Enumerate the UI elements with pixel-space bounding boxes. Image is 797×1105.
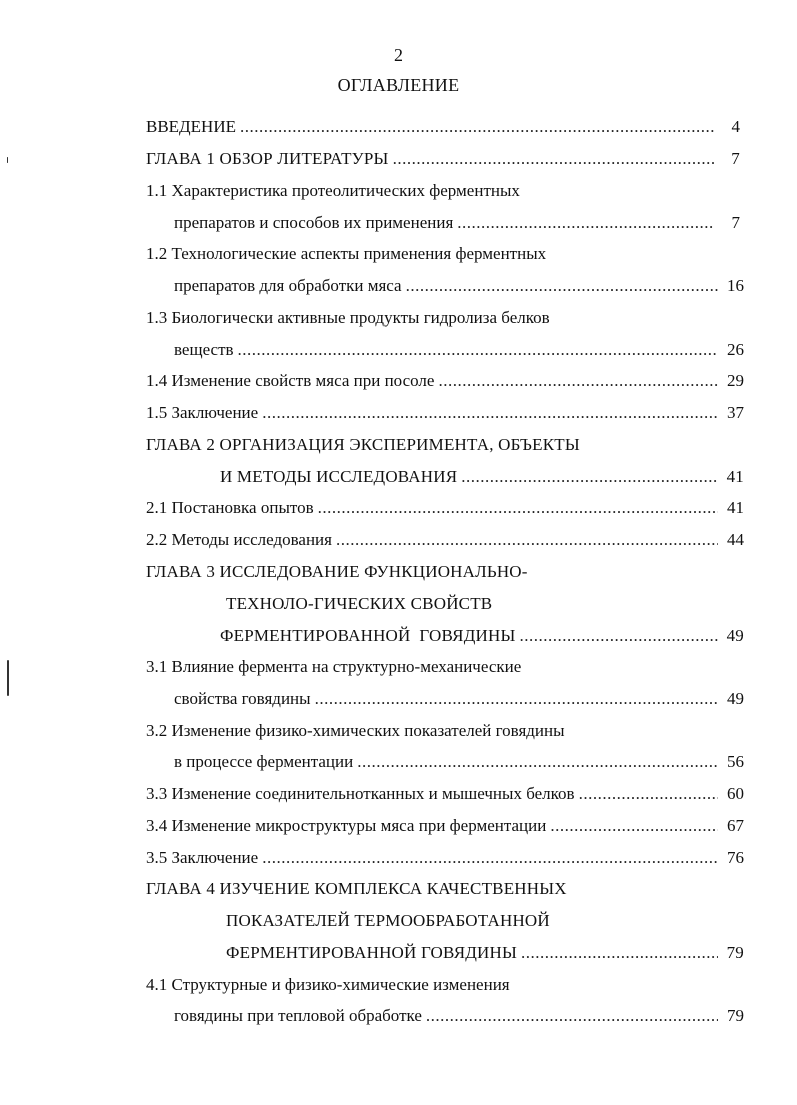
dot-leader (438, 370, 718, 392)
toc-entry-text: препаратов для обработки мяса (174, 276, 402, 295)
dot-leader (336, 529, 718, 551)
toc-entry-3-1-line1: 3.1 Влияние фермента на структурно-механические (146, 657, 522, 676)
toc-entry-3-2-line1: 3.2 Изменение физико-химических показателей говядины (146, 721, 565, 740)
toc-page-number: 4 (731, 117, 740, 136)
dot-leader (550, 815, 718, 837)
toc-page-number: 44 (727, 530, 744, 549)
toc-page-number: 49 (726, 626, 744, 645)
page-number: 2 (394, 45, 403, 65)
toc-entry-3-1[interactable] (174, 688, 744, 710)
toc-entry-chapter-3[interactable] (220, 625, 744, 647)
dot-leader (520, 625, 719, 647)
toc-entry-1-2-line1: 1.2 Технологические аспекты применения ферментных (146, 244, 547, 263)
toc-entry-chapter-4-line2: ПОКАЗАТЕЛЕЙ ТЕРМООБРАБОТАННОЙ (226, 911, 550, 930)
dot-leader (262, 847, 718, 869)
toc-page-number: 76 (727, 848, 744, 867)
toc-page-number: 7 (731, 213, 740, 232)
toc-entry-text: свойства говядины (174, 689, 311, 708)
toc-entry-text: ГЛАВА 1 ОБЗОР ЛИТЕРАТУРЫ (146, 149, 389, 168)
toc-entry-text: 1.4 Изменение свойств мяса при посоле (146, 371, 435, 390)
scan-mark (7, 157, 8, 163)
toc-entry-chapter-2[interactable] (220, 466, 744, 488)
toc-entry-intro[interactable] (146, 116, 740, 138)
toc-page-number: 79 (726, 943, 744, 962)
toc-entry-text: 3.5 Заключение (146, 848, 259, 867)
toc-entry-chapter-4[interactable] (226, 942, 744, 964)
dot-leader (238, 339, 718, 361)
toc-page-number: 49 (727, 689, 744, 708)
scan-mark (7, 660, 9, 696)
toc-entry-chapter-3-line1: ГЛАВА 3 ИССЛЕДОВАНИЕ ФУНКЦИОНАЛЬНО- (146, 562, 528, 581)
dot-leader (406, 275, 718, 297)
toc-entry-text: в процессе ферментации (174, 752, 354, 771)
toc-entry-2-1[interactable] (146, 497, 744, 519)
dot-leader (318, 497, 718, 519)
toc-entry-text: 2.2 Методы исследования (146, 530, 332, 549)
toc-page-number: 60 (727, 784, 744, 803)
toc-entry-3-5[interactable] (146, 847, 744, 869)
toc-entry-4-1[interactable] (174, 1005, 744, 1027)
toc-entry-3-3[interactable] (146, 783, 744, 805)
toc-page-number: 41 (727, 498, 744, 517)
toc-entry-text: препаратов и способов их применения (174, 213, 454, 232)
toc-page-number: 67 (727, 816, 744, 835)
toc-page-number: 7 (731, 149, 740, 168)
toc-entry-1-3[interactable] (174, 339, 744, 361)
toc-entry-chapter-1[interactable] (146, 148, 740, 170)
toc-page-number: 56 (727, 752, 744, 771)
dot-leader (262, 402, 718, 424)
dot-leader (521, 942, 718, 964)
dot-leader (457, 212, 714, 234)
dot-leader (393, 148, 714, 170)
toc-entry-text: 3.4 Изменение микроструктуры мяса при ферментации (146, 816, 547, 835)
toc-entry-text: говядины при тепловой обработке (174, 1006, 422, 1025)
toc-page-number: 37 (727, 403, 744, 422)
toc-title: ОГЛАВЛЕНИЕ (337, 75, 460, 95)
toc-page-number: 29 (727, 371, 744, 390)
toc-page-number: 79 (727, 1006, 744, 1025)
toc-entry-text: 3.3 Изменение соединительнотканных и мышечных белков (146, 784, 575, 803)
toc-entry-text: ФЕРМЕНТИРОВАННОЙ ГОВЯДИНЫ (226, 943, 518, 962)
toc-entry-chapter-3-line2: ТЕХНОЛО-ГИЧЕСКИХ СВОЙСТВ (226, 594, 493, 613)
toc-page-number: 41 (726, 467, 744, 486)
toc-entry-3-2[interactable] (174, 751, 744, 773)
dot-leader (579, 783, 718, 805)
toc-entry-text: ФЕРМЕНТИРОВАННОЙ ГОВЯДИНЫ (220, 626, 516, 645)
toc-entry-chapter-2-line1: ГЛАВА 2 ОРГАНИЗАЦИЯ ЭКСПЕРИМЕНТА, ОБЪЕКТЫ (146, 435, 580, 454)
toc-entry-chapter-4-line1: ГЛАВА 4 ИЗУЧЕНИЕ КОМПЛЕКСА КАЧЕСТВЕННЫХ (146, 879, 567, 898)
toc-entry-1-3-line1: 1.3 Биологически активные продукты гидролиза белков (146, 308, 550, 327)
toc-entry-1-1[interactable] (174, 212, 740, 234)
toc-entry-1-5[interactable] (146, 402, 744, 424)
toc-entry-1-2[interactable] (174, 275, 744, 297)
toc-page-number: 26 (727, 340, 744, 359)
toc-entry-text: ВВЕДЕНИЕ (146, 117, 236, 136)
toc-entry-text: веществ (174, 340, 234, 359)
toc-entry-2-2[interactable] (146, 529, 744, 551)
toc-page-number: 16 (727, 276, 744, 295)
dot-leader (315, 688, 718, 710)
dot-leader (357, 751, 718, 773)
toc-entry-4-1-line1: 4.1 Структурные и физико-химические изменения (146, 975, 510, 994)
toc-entry-1-4[interactable] (146, 370, 744, 392)
toc-entry-3-4[interactable] (146, 815, 744, 837)
dot-leader (426, 1005, 718, 1027)
toc-entry-text: 1.5 Заключение (146, 403, 259, 422)
toc-entry-text: 2.1 Постановка опытов (146, 498, 314, 517)
dot-leader (240, 116, 714, 138)
dot-leader (461, 466, 718, 488)
toc-entry-1-1-line1: 1.1 Характеристика протеолитических ферментных (146, 181, 520, 200)
toc-entry-text: И МЕТОДЫ ИССЛЕДОВАНИЯ (220, 467, 458, 486)
